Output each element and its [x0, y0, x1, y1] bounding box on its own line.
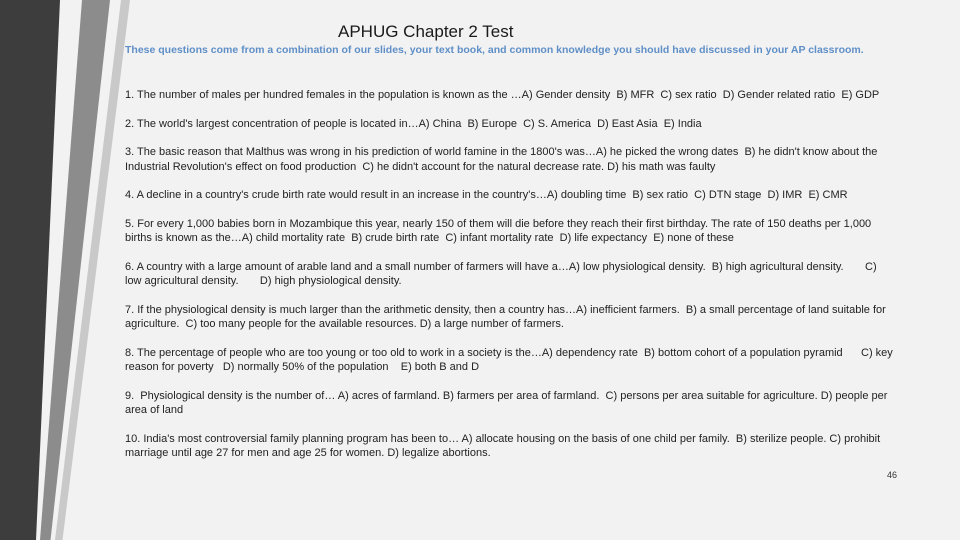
page-number: 46 [887, 470, 898, 480]
question-7: 7. If the physiological density is much larger than the arithmetic density, then a country has…A) inefficient farmers. B) a small percentage of land suitable for agriculture. C) too many people for the available resources. D) a large number of farmers. [125, 303, 889, 330]
question-6: 6. A country with a large amount of arable land and a small number of farmers will have a…A) low physiological density. B) high agricultural density. C) low agricultural density. D) high physiological density. [125, 260, 880, 287]
question-9: 9. Physiological density is the number of… A) acres of farmland. B) farmers per area of farmland. C) persons per area suitable for agriculture. D) people per area of land [125, 389, 891, 416]
question-list [125, 88, 895, 475]
slide-subtitle: These questions come from a combination of our slides, your text book, and common knowledge you should have discussed in your AP classroom. [125, 44, 864, 56]
question-4: 4. A decline in a country's crude birth rate would result in an increase in the country's…A) doubling time B) sex ratio C) DTN stage D) IMR E) CMR [125, 189, 848, 201]
question-5: 5. For every 1,000 babies born in Mozambique this year, nearly 150 of them will die before they reach their first birthday. The rate of 150 deaths per 1,000 births is known as the…A) child mortality rate B) crude birth rate C) infant mortality rate D) life expectancy E) none of these [125, 217, 875, 244]
question-3: 3. The basic reason that Malthus was wrong in his prediction of world famine in the 1800's was…A) he picked the wrong dates B) he didn't know about the Industrial Revolution's effect on food production C) he didn't account for the natural decrease rate. D) his math was faulty [125, 146, 881, 173]
question-2: 2. The world's largest concentration of people is located in…A) China B) Europe C) S. America D) East Asia E) India [125, 117, 702, 130]
question-10: 10. India's most controversial family planning program has been to… A) allocate housing on the basis of one child per family. B) sterilize people. C) prohibit marriage until age 27 for men and age 25 for women. D) legalize abortions. [125, 432, 884, 459]
question-1: 1. The number of males per hundred females in the population is known as the …A) Gender density B) MFR C) sex ratio D) Gender related ratio E) GDP [125, 89, 880, 101]
question-8: 8. The percentage of people who are too young or too old to work in a society is the…A) dependency rate B) bottom cohort of a population pyramid C) key reason for poverty D) normally 50% of the population E) both B and D [125, 346, 896, 373]
slide-title: APHUG Chapter 2 Test [338, 22, 514, 41]
